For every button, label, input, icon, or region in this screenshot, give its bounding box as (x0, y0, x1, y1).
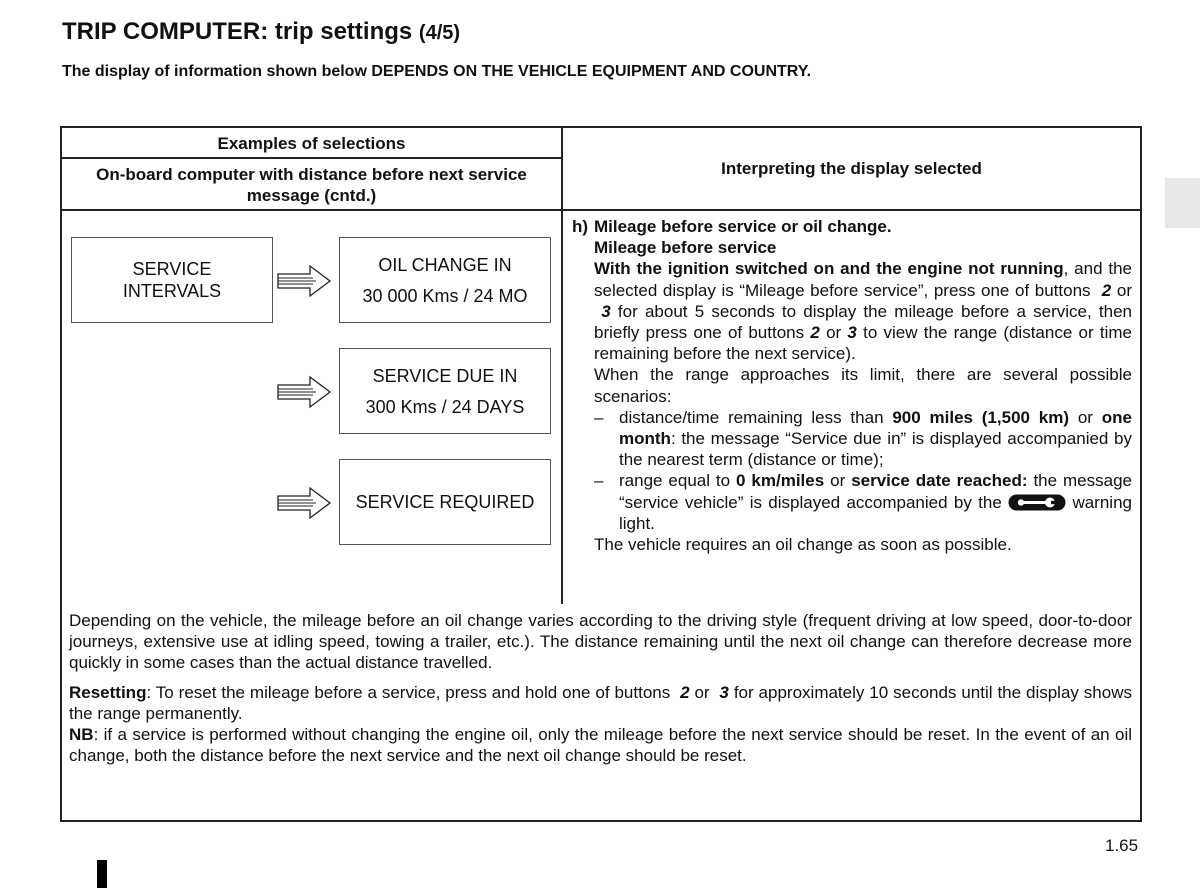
display-screen-oil-change (339, 237, 551, 323)
resetting-note (69, 682, 1132, 724)
text-run: or (1077, 407, 1093, 427)
column-divider (561, 126, 563, 604)
section-tab-marker (1165, 178, 1200, 228)
screen-line: INTERVALS (122, 281, 222, 301)
text-run: : To reset the mileage before a service, press and hold one of buttons (146, 683, 671, 702)
arrow-right-icon (276, 263, 332, 299)
section-h-content (572, 216, 1132, 555)
title-text: TRIP COMPUTER: trip settings (62, 18, 413, 45)
display-screen-service-due (339, 348, 551, 434)
arrow-right-icon (276, 485, 332, 521)
column-subheader: On-board computer with distance before next service message (cntd.) (96, 165, 527, 205)
header-divider (60, 157, 562, 159)
text-run: range equal to (619, 471, 731, 491)
text-run: distance/time remaining less than (619, 407, 884, 427)
text-run: for approximately 10 seconds until the display shows the range permanently. (69, 683, 1132, 723)
button-number: 2 (680, 683, 690, 702)
screen-line: SERVICE REQUIRED (355, 492, 535, 512)
column-header-examples: Examples of selections (217, 134, 406, 153)
screen-line: 30 000 Kms / 24 MO (362, 285, 528, 306)
column-header-interpreting: Interpreting the display selected (721, 159, 982, 178)
bold-condition: With the ignition switched on and the engine not running (594, 259, 1064, 279)
button-number: 3 (847, 323, 857, 343)
list-item (572, 407, 1132, 471)
bold-text: service date reached: (851, 471, 1028, 491)
text-run: : if a service is performed without changing the engine oil, only the mileage before the next service should be reset. In the event of an oil change, both the distance before the next service and the next oil change should be reset. (69, 725, 1132, 765)
button-number: 2 (810, 323, 820, 343)
nb-note (69, 724, 1132, 766)
service-wrench-icon (1008, 494, 1066, 511)
section-label: h) (572, 217, 589, 236)
button-number: 3 (601, 301, 611, 321)
text-run: or (1116, 280, 1132, 300)
dash-mark: – (594, 471, 604, 491)
page-subtitle: The display of information shown below DEPENDS ON THE VEHICLE EQUIPMENT AND COUNTRY. (62, 63, 812, 80)
bold-text: 0 km/miles (736, 471, 825, 491)
notes-section (69, 610, 1132, 766)
text-run: : the message “Service due in” is displayed accompanied by the nearest term (distance or time); (619, 429, 1132, 470)
button-number: 2 (1101, 280, 1112, 300)
corner-mark (97, 860, 107, 888)
screen-line: 300 Kms / 24 DAYS (365, 396, 525, 417)
text-run: the message “service vehicle” is displayed accompanied by the (619, 471, 1132, 512)
bold-label: NB (69, 725, 94, 744)
page-title (62, 18, 460, 46)
section-title: Mileage before service or oil change. (594, 217, 892, 236)
list-item (572, 470, 1132, 534)
text-run: , and the selected display is “Mileage before service”, press one of buttons (594, 259, 1133, 300)
screen-line: SERVICE DUE IN (372, 365, 518, 386)
bold-text: one month (619, 407, 1132, 449)
text-run: warning light. (619, 492, 1132, 533)
arrow-right-icon (276, 374, 332, 410)
display-screen-service-required (339, 459, 551, 545)
screen-line: OIL CHANGE IN (378, 254, 512, 275)
text-run: to view the range (distance or time remaining before the next service). (594, 323, 1132, 364)
title-part: (4/5) (418, 22, 461, 44)
bold-label: Resetting (69, 683, 147, 702)
display-screen-service-intervals (71, 237, 273, 323)
header-bottom-divider (60, 209, 1142, 211)
text-run: or (830, 471, 846, 491)
instruction-paragraph (572, 258, 1132, 364)
page-number: 1.65 (1105, 836, 1139, 855)
bold-text: 900 miles (1,500 km) (892, 407, 1070, 427)
screen-line: SERVICE (132, 259, 212, 279)
text-run: or (694, 683, 710, 702)
final-note: The vehicle requires an oil change as soon as possible. (594, 535, 1012, 555)
text-run: or (826, 323, 842, 343)
section-subtitle: Mileage before service (594, 238, 777, 258)
text-run: for about 5 seconds to display the mileage before a service, then briefly press one of buttons (594, 301, 1132, 343)
dash-mark: – (594, 407, 604, 427)
scenarios-intro: When the range approaches its limit, there are several possible scenarios: (594, 365, 1132, 406)
button-number: 3 (719, 683, 729, 702)
mileage-note: Depending on the vehicle, the mileage before an oil change varies according to the driving style (frequent driving at low speed, door-to-door journeys, extensive use at idling speed, towing a trailer, etc.). The distance remaining until the next oil change can therefore decrease more quickly in some cases than the actual distance travelled. (69, 611, 1132, 672)
